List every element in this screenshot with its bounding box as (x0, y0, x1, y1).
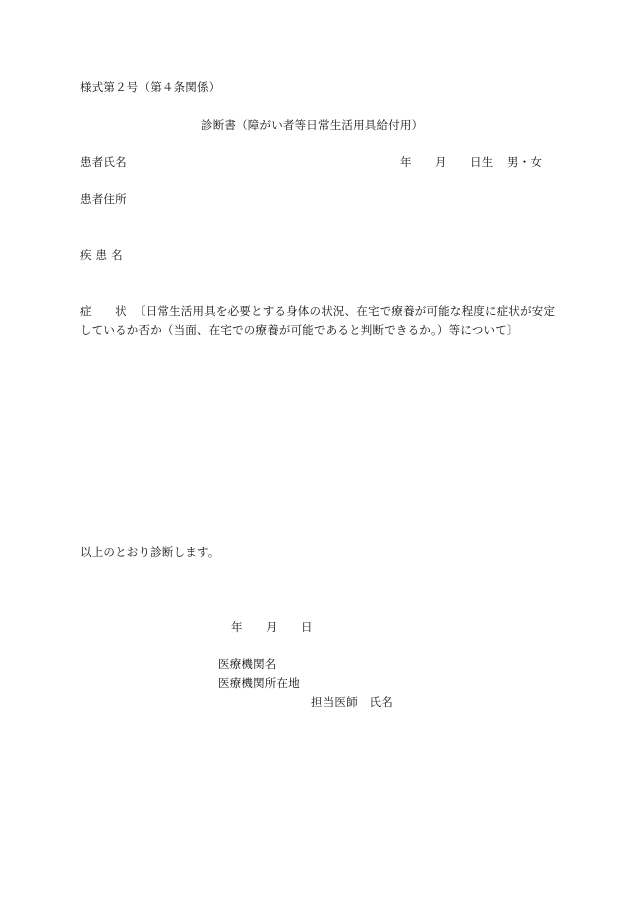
date-day-label: 日 (301, 620, 313, 634)
form-number: 様式第２号（第４条関係） (80, 80, 221, 94)
birth-year-label: 年 (400, 155, 412, 169)
date-year-label: 年 (231, 620, 243, 634)
document-title: 診断書（障がい者等日常生活用具給付用） (201, 118, 424, 132)
institution-name-label: 医療機関名 (218, 657, 277, 671)
conclusion-text: 以上のとおり診断します。 (80, 545, 220, 559)
institution-address-label: 医療機関所在地 (218, 676, 300, 690)
date-month-label: 月 (266, 620, 278, 634)
symptoms-description-line1: 〔日常生活用具を必要とする身体の状況、在宅で療養が可能な程度に症状が安定 (134, 304, 556, 318)
birth-month-label: 月 (435, 155, 447, 169)
birth-day-label: 日生 (470, 155, 494, 169)
sex-label: 男・女 (507, 155, 543, 169)
patient-name-label: 患者氏名 (80, 155, 127, 169)
disease-name-label: 疾 患 名 (80, 248, 123, 262)
symptoms-label: 症 状 (80, 304, 127, 318)
patient-address-label: 患者住所 (80, 192, 127, 206)
symptoms-description-line2: しているか否か（当面、在宅での療養が可能であると判断できるか。）等について〕 (80, 323, 519, 337)
doctor-name-label: 担当医師 氏名 (311, 695, 393, 709)
